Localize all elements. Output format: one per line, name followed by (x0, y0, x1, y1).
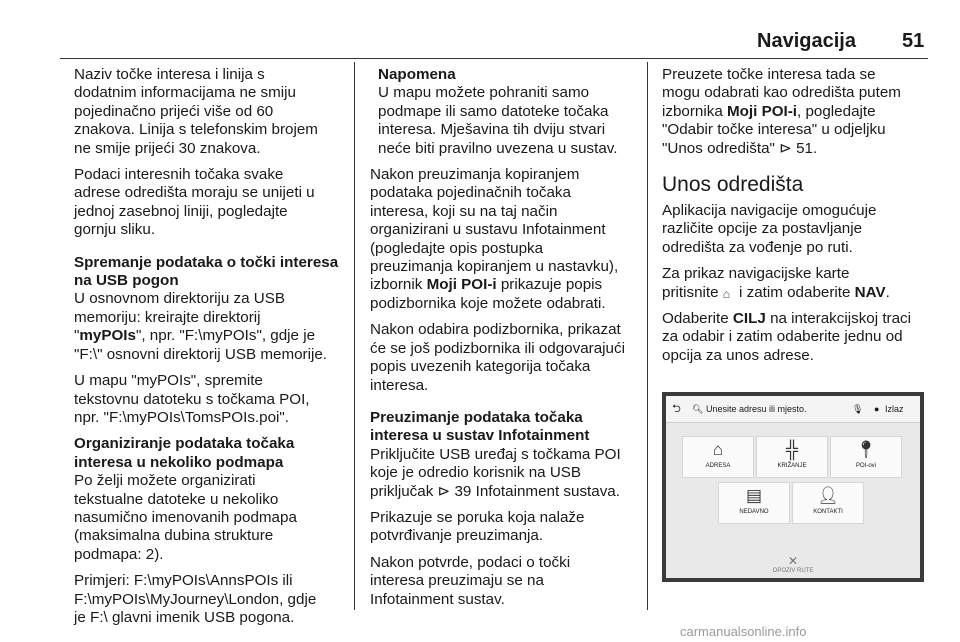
note-title: Napomena (378, 66, 456, 83)
paragraph: Naziv točke interesa i linija s dodatnim informacijama ne smiju pojedinačno prijeći više od 60 znakova. Linija s telefonskim brojem ne smije prijeći 30 znakova. (74, 66, 318, 157)
note-box (370, 66, 638, 158)
exit-label: Izlaz (885, 404, 904, 414)
house-icon: ⌂ (712, 440, 724, 459)
note-text: U mapu možete pohraniti samo podmape ili samo datoteke točaka interesa. Mješavina tih dviju stvari neće biti pravilno uvezena u sustav. (378, 84, 618, 157)
paragraph: Priključite USB uređaj s točkama POI koje je odredio korisnik na USB priključak ⊳ 39 Infotainment sustava. (370, 445, 621, 500)
column-divider-2 (647, 62, 648, 610)
intersection-icon: ╬ (785, 440, 799, 459)
page-ref-icon: ⊳ (779, 139, 797, 157)
close-icon: ✕ (787, 554, 799, 568)
section-heading: Unos odredišta (662, 173, 804, 197)
voice-icon: 🎙︎ (852, 404, 864, 414)
column-divider-1 (354, 62, 355, 610)
cancel-route: ✕ OPOZIV RUTE (666, 554, 920, 578)
tile-intersection: ╬ KRIŽANJE (756, 436, 828, 478)
paragraph: Nakon odabira podizbornika, prikazat će se još podizbornika ili odgovarajući popis uvezenih kategorija točaka interesa. (370, 321, 625, 394)
tile-recent: ▤ NEDAVNO (718, 482, 790, 524)
paragraph: U osnovnom direktoriju za USB memoriju: kreirajte direktorij "myPOIs", npr. "F:\myPOIs", gdje je "F:\" osnovni direktorij USB memorije. (74, 290, 328, 363)
paragraph: Aplikacija navigacije omogućuje različite opcije za postavljanje odredišta za vođenje po ruti. (662, 202, 877, 256)
paragraph: Nakon potvrde, podaci o točki interesa preuzimaju se na Infotainment sustav. (370, 553, 571, 608)
page-number: 51 (902, 30, 925, 52)
paragraph: Prikazuje se poruka koja nalaže potvrđivanje preuzimanja. (370, 508, 585, 545)
paragraph: U mapu "myPOIs", spremite tekstovnu datoteku s točkama POI, npr. "F:\myPOIs\TomsPOIs.poi". (74, 372, 310, 426)
home-icon: ⌂ (722, 286, 731, 301)
column-2 (370, 66, 638, 617)
back-icon: ⮌ (672, 403, 681, 415)
tile-address: ⌂ ADRESA (682, 436, 754, 478)
column-1 (74, 66, 346, 635)
paragraph: Odaberite CILJ na interakcijskoj traci za odabir i zatim odaberite jednu od opcija za unos adrese. (662, 310, 912, 364)
subheading: Preuzimanje podataka točaka interesa u sustav Infotainment (370, 408, 590, 445)
header-rule (60, 58, 928, 59)
tile-contacts: 👤︎ KONTAKTI (792, 482, 864, 524)
subheading: Organiziranje podataka točaka interesa u nekoliko podmapa (74, 435, 295, 471)
paragraph: Podaci interesnih točaka svake adrese odredišta moraju se unijeti u jednoj zasebnoj liniji, pogledajte gornju sliku. (74, 166, 315, 239)
page-ref-icon: ⊳ (437, 482, 455, 500)
paragraph: Preuzete točke interesa tada se mogu odabrati kao odredišta putem izbornika Moji POI-i, pogledajte "Odabir točke interesa" u odjeljku "Unos odredišta" ⊳ 51. (662, 66, 901, 157)
paragraph: Nakon preuzimanja kopiranjem podataka pojedinačnih točaka interesa, koji su na taj način organizirani u sustavu Infotainment (pogledajte opis postupka preuzimanja kopiranjem u nastavku), izbornik Moji POI-i prikazuje popis podizbornika koje možete odabrati. (370, 166, 619, 312)
subheading: Spremanje podataka o točki interesa na USB pogon (74, 253, 339, 290)
tile-poi: 📍︎ POI-ovi (830, 436, 902, 478)
infotainment-screenshot (662, 392, 924, 582)
paragraph: Za prikaz navigacijske karte pritisnite ⌂ i zatim odaberite NAV. (662, 265, 890, 301)
recent-list-icon: ▤ (745, 486, 763, 505)
poi-pin-icon: 📍︎ (855, 440, 877, 459)
search-bar (666, 396, 920, 423)
exit-icon: ● (874, 404, 880, 414)
watermark: carmanualsonline.info (680, 624, 807, 639)
page-header-title: Navigacija (757, 30, 856, 52)
paragraph: Po želji možete organizirati tekstualne datoteke u nekoliko nasumično imenovanih podmapa (maksimalna dubina strukture podmapa: 2). (74, 472, 297, 563)
search-icon: 🔍︎ (692, 404, 704, 414)
contact-icon: 👤︎ (817, 486, 839, 505)
column-3 (662, 66, 932, 373)
paragraph: Primjeri: F:\myPOIs\AnnsPOIs ili F:\myPOIs\MyJourney\London, gdje je F:\ glavni imenik USB pogona. (74, 572, 317, 626)
search-text: Unesite adresu ili mjesto. (706, 404, 807, 414)
